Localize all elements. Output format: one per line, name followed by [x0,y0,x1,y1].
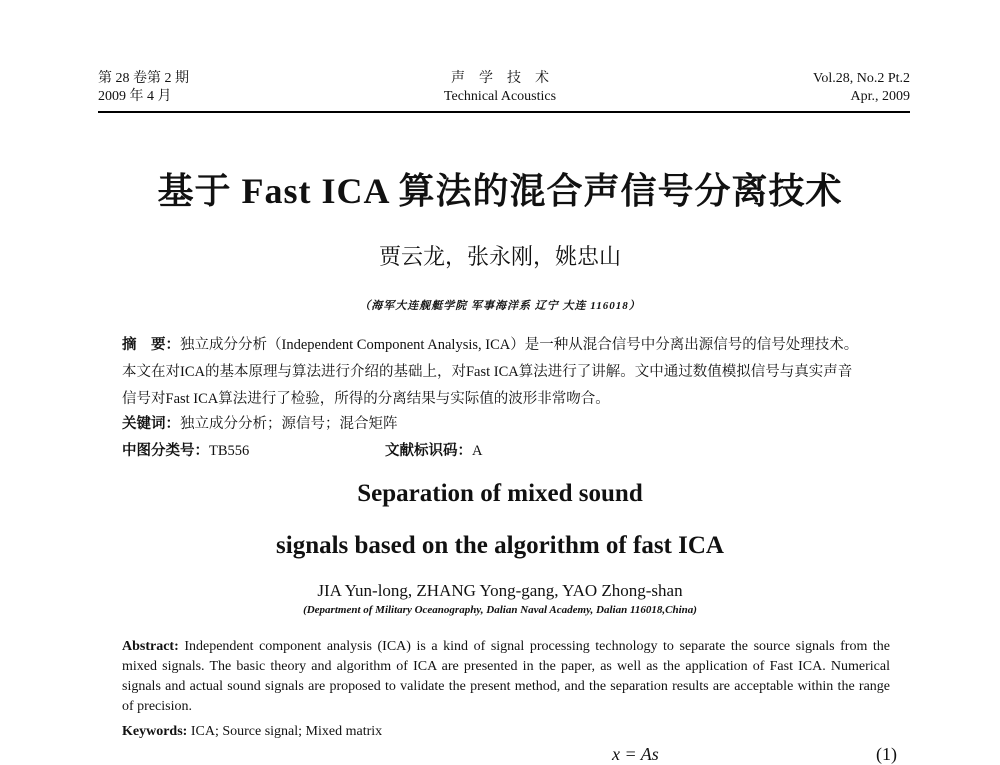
equation-1-number: (1) [876,744,897,764]
authors-zh: 贾云龙，张永刚，姚忠山 [378,244,621,269]
paper-title-en-line-1: Separation of mixed sound [357,480,643,507]
clc-number [122,441,249,461]
abstract-zh-line-1 [122,335,858,355]
keywords-zh [122,414,398,434]
abstract-zh-label: 摘 要： [122,337,180,353]
document-code-value: A [472,443,483,459]
paper-title-en-line-2: signals based on the algorithm of fast ICA [276,532,724,559]
header-center [380,70,620,106]
document-code [385,441,482,461]
equation-1: x = As [612,744,659,764]
header-date-en: Apr., 2009 [850,89,910,104]
abstract-en-text: Independent component analysis (ICA) is a kind of signal processing technology to separate the source signals from the mixed signals. The basic theory and algorithm of ICA are presented in the paper, as well as the application of Fast ICA. Numerical signals and actual sound signals are proposed to validate the present method, and the separation results are acceptable within the range of precision. [122,639,890,714]
header-rule [98,111,910,113]
header-volume-en: Vol.28, No.2 Pt.2 [813,71,910,86]
abstract-zh-line-3: 信号对Fast ICA算法进行了检验，所得的分离结果与实际值的波形非常吻合。 [122,391,610,407]
abstract-zh-text-1: 独立成分分析（Independent Component Analysis, ICA）是一种从混合信号中分离出源信号的信号处理技术。 [180,337,859,353]
paper-title-zh: 基于 Fast ICA 算法的混合声信号分离技术 [157,171,843,211]
clc-value: TB556 [209,443,250,459]
header-volume: 第 28 卷第 2 期 [98,71,189,86]
abstract-en [122,637,890,717]
affiliation-zh: （海军大连舰艇学院 军事海洋系 辽宁 大连 116018） [359,300,641,312]
abstract-en-label: Abstract: [122,639,179,654]
header-left [98,70,189,106]
clc-label: 中图分类号： [122,443,209,459]
header-right [690,70,910,106]
keywords-en-text: ICA; Source signal; Mixed matrix [190,724,383,739]
keywords-zh-label: 关键词： [122,416,180,432]
keywords-en [122,722,890,742]
affiliation-en: (Department of Military Oceanography, Dalian Naval Academy, Dalian 116018,China) [303,604,697,616]
header-journal-zh: 声 学 技 术 [451,71,549,86]
keywords-zh-text: 独立成分分析；源信号；混合矩阵 [180,416,398,432]
keywords-en-label: Keywords: [122,724,188,739]
authors-en: JIA Yun-long, ZHANG Yong-gang, YAO Zhong-shan [317,581,683,600]
header-journal-en: Technical Acoustics [443,89,557,104]
header-date-zh: 2009 年 4 月 [98,89,172,104]
document-code-label: 文献标识码： [385,443,472,459]
abstract-zh-line-2: 本文在对ICA的基本原理与算法进行介绍的基础上，对Fast ICA算法进行了讲解。文中通过数值模拟信号与真实声音 [122,364,853,380]
